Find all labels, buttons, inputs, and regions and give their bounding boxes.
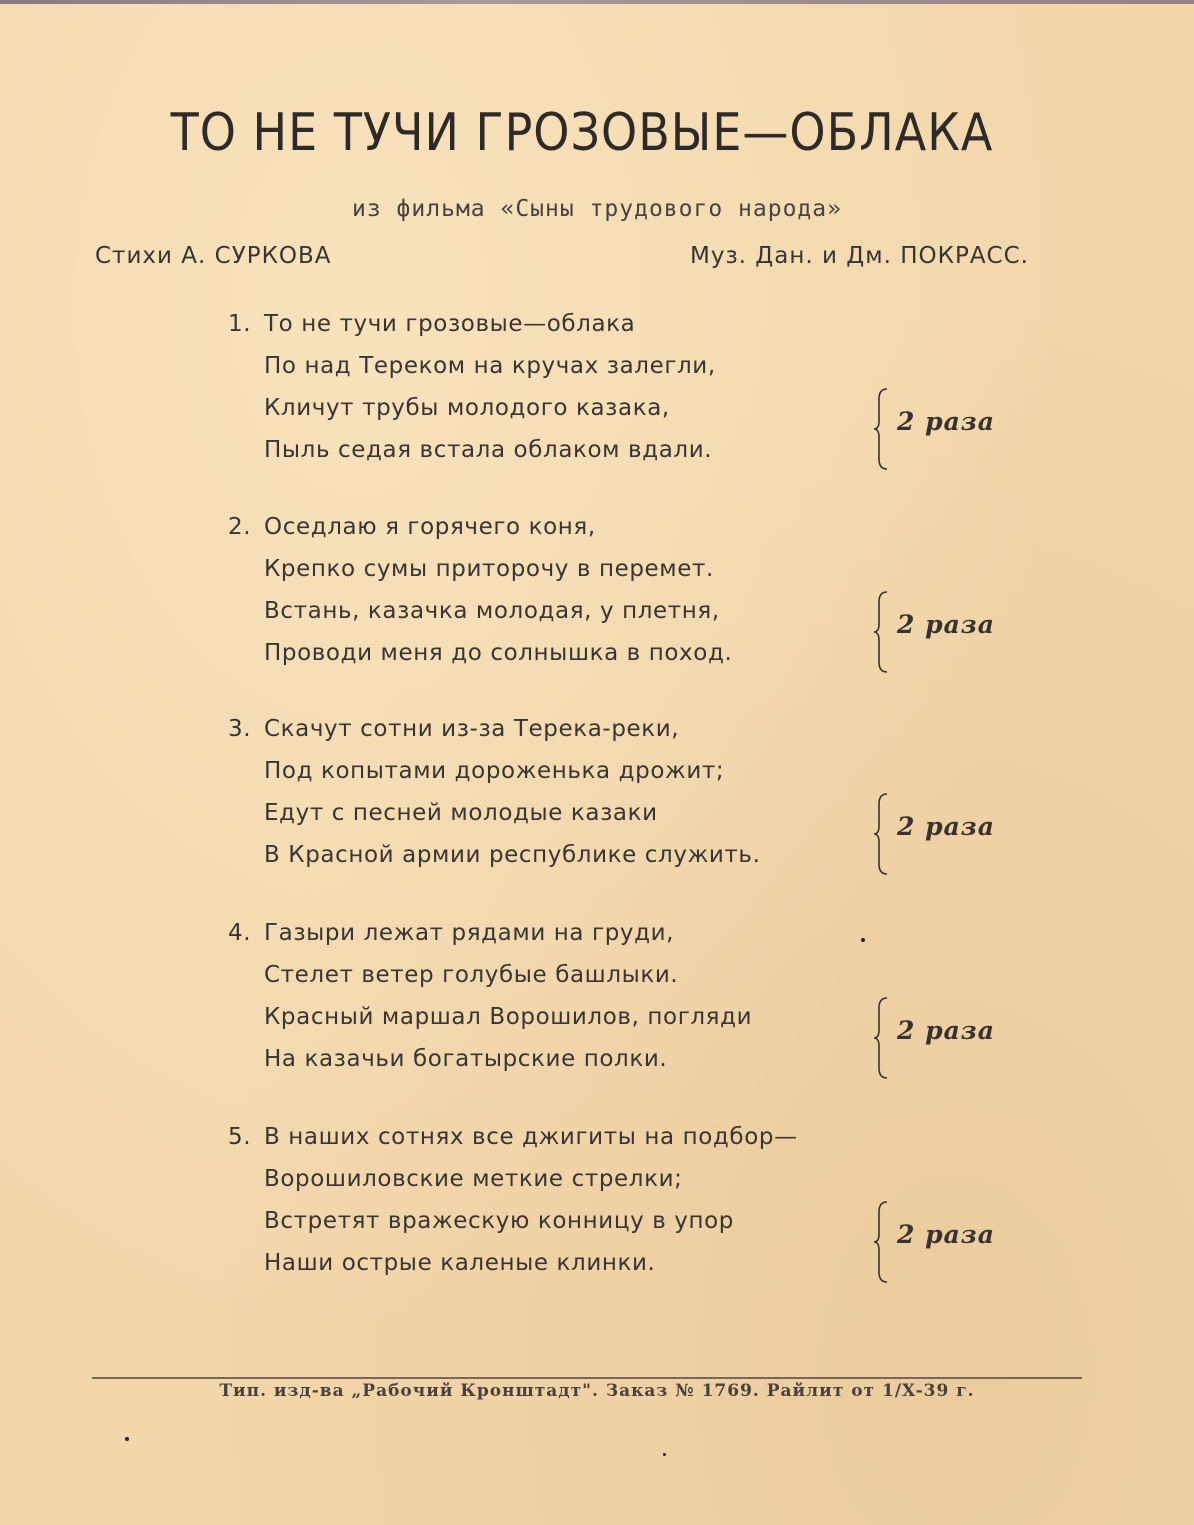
repeat-marker xyxy=(873,792,1073,876)
footer-divider xyxy=(92,1377,1082,1379)
repeat-marker xyxy=(873,387,1073,471)
verse-number: 4. xyxy=(228,920,252,946)
verse-line: На казачьи богатырские полки. xyxy=(264,1046,668,1072)
brace-icon xyxy=(873,1200,893,1284)
brace-icon xyxy=(873,590,893,674)
verse-line: Встретят вражескую конницу в упор xyxy=(264,1208,735,1234)
repeat-label: 2 раза xyxy=(897,610,995,639)
printer-imprint: Тип. изд-ва „Рабочий Кронштадт". Заказ № 1769. Райлит от 1/X-39 г. xyxy=(219,1381,975,1401)
verse-line: Кличут трубы молодого казака, xyxy=(264,395,670,421)
verse-5 xyxy=(228,1116,1048,1284)
repeat-marker xyxy=(873,590,1073,674)
verse-line: Стелет ветер голубые башлыки. xyxy=(264,962,679,988)
verse-line: Газыри лежат рядами на груди, xyxy=(264,920,675,946)
verse-line: Проводи меня до солнышка в поход. xyxy=(264,640,733,666)
verse-line: Крепко сумы приторочу в перемет. xyxy=(264,556,714,582)
song-subtitle: из фильма «Сыны трудового народа» xyxy=(352,196,842,222)
verse-line: Наши острые каленые клинки. xyxy=(264,1250,656,1276)
brace-icon xyxy=(873,996,893,1080)
verse-number: 5. xyxy=(228,1124,252,1150)
verse-number: 1. xyxy=(228,311,252,337)
verse-line: Едут с песней молодые казаки xyxy=(264,800,658,826)
paper-speck xyxy=(663,1453,666,1456)
brace-icon xyxy=(873,387,893,471)
repeat-marker xyxy=(873,1200,1073,1284)
repeat-marker xyxy=(873,996,1073,1080)
repeat-label: 2 раза xyxy=(897,812,995,841)
verse-line: Скачут сотни из-за Терека-реки, xyxy=(264,716,680,742)
repeat-label: 2 раза xyxy=(897,1220,995,1249)
verse-2 xyxy=(228,506,1048,674)
music-credit: Муз. Дан. и Дм. ПОКРАСС. xyxy=(690,243,1029,269)
repeat-label: 2 раза xyxy=(897,1016,995,1045)
top-edge xyxy=(0,0,1194,4)
verse-number: 2. xyxy=(228,514,252,540)
verse-line: Под копытами дороженька дрожит; xyxy=(264,758,725,784)
song-title: ТО НЕ ТУЧИ ГРОЗОВЫЕ—ОБЛАКА xyxy=(170,101,994,163)
repeat-label: 2 раза xyxy=(897,407,995,436)
verse-line: Ворошиловские меткие стрелки; xyxy=(264,1166,683,1192)
verse-line: Пыль седая встала облаком вдали. xyxy=(264,437,713,463)
verse-line: Красный маршал Ворошилов, погляди xyxy=(264,1004,753,1030)
verse-line: То не тучи грозовые—облака xyxy=(264,311,636,337)
verse-line: Оседлаю я горячего коня, xyxy=(264,514,596,540)
verse-line: В Красной армии республике служить. xyxy=(264,842,761,868)
lyrics-credit: Стихи А. СУРКОВА xyxy=(95,243,332,269)
verse-4 xyxy=(228,912,1048,1080)
verse-line: Встань, казачка молодая, у плетня, xyxy=(264,598,720,624)
verse-3 xyxy=(228,708,1048,876)
paper-speck xyxy=(125,1437,129,1441)
verse-line: В наших сотнях все джигиты на подбор— xyxy=(264,1124,798,1150)
verse-line: По над Тереком на кручах залегли, xyxy=(264,353,716,379)
verse-1 xyxy=(228,303,1048,471)
verse-number: 3. xyxy=(228,716,252,742)
brace-icon xyxy=(873,792,893,876)
paper-speck xyxy=(861,938,865,942)
